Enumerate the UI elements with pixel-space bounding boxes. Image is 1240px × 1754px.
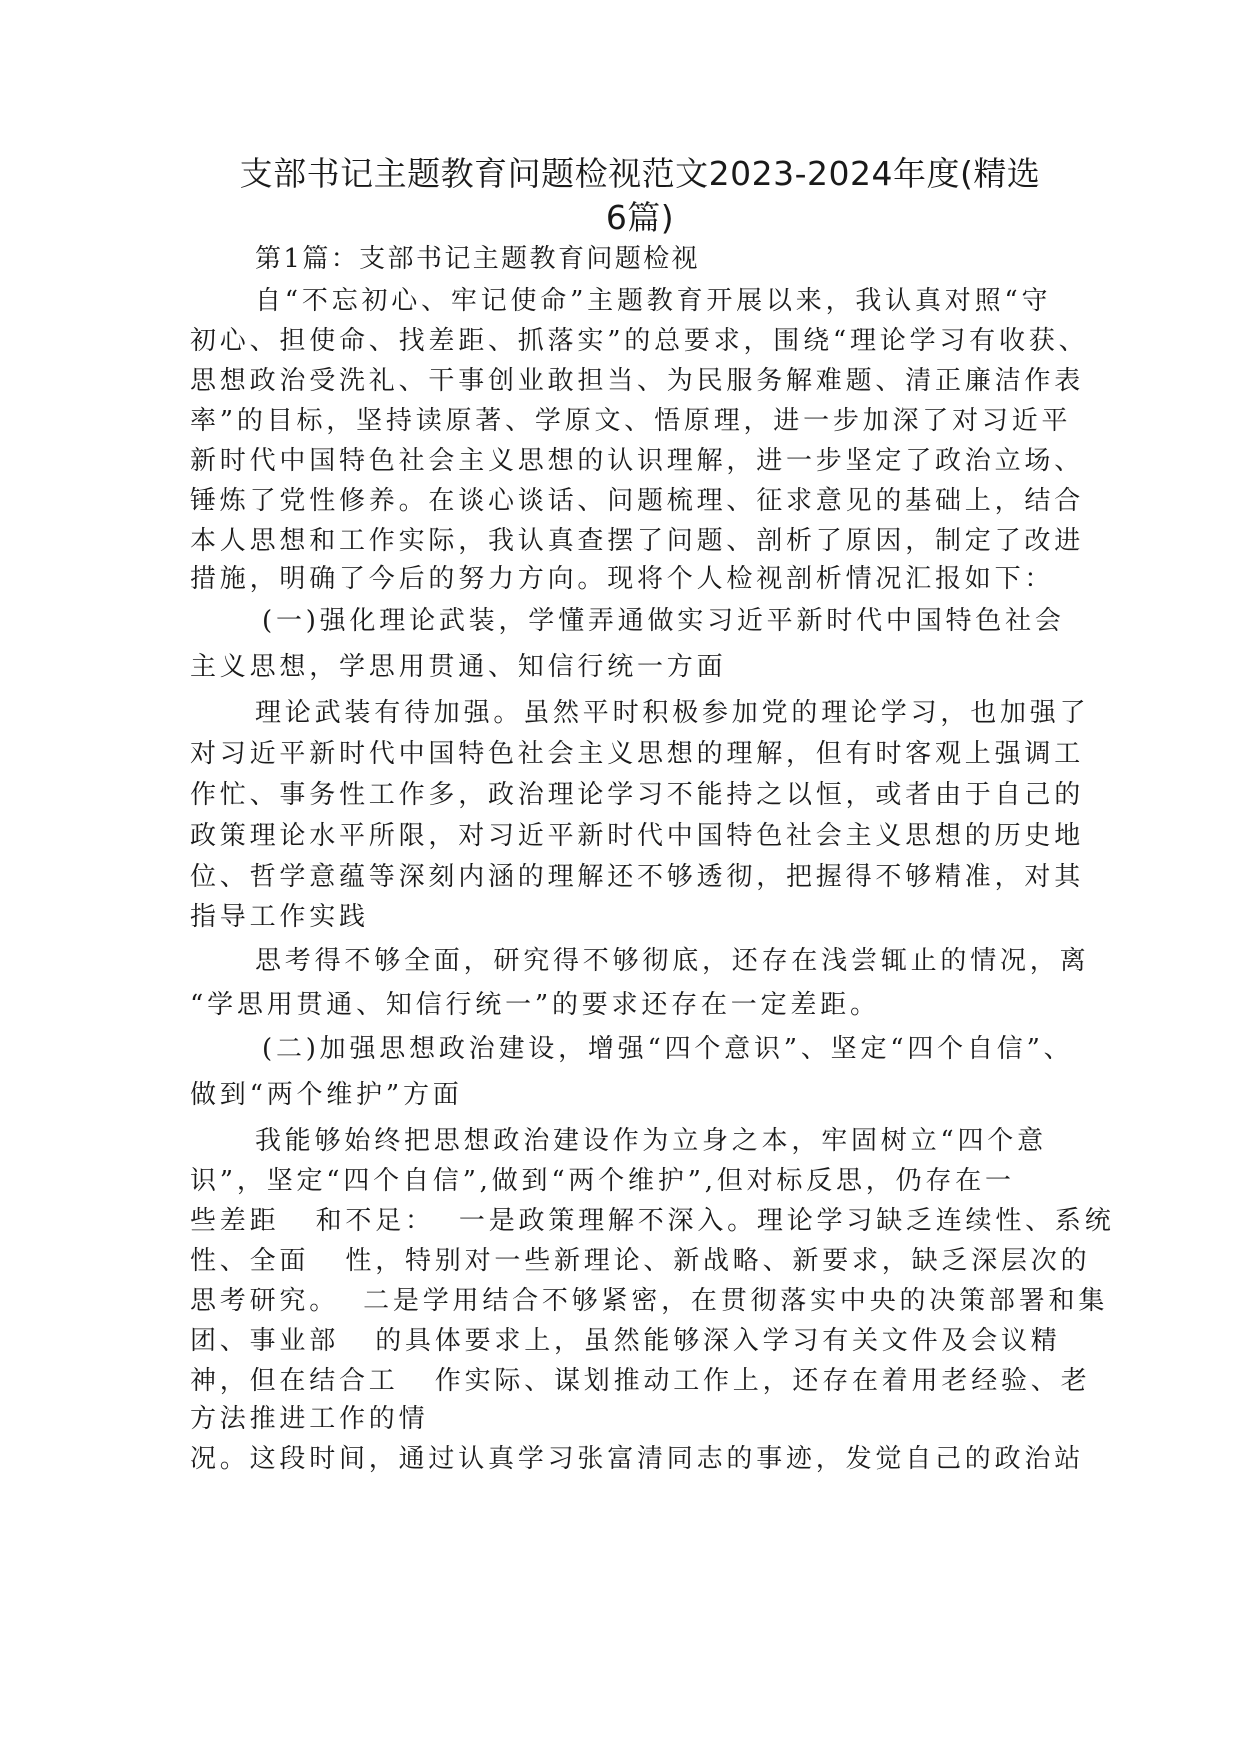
paragraph-line: 神，但在结合工 作实际、谋划推动工作上，还存在着用老经验、老 (190, 1366, 1091, 1396)
paragraph-line: 思考研究。 二是学用结合不够紧密，在贯彻落实中央的决策部署和集 (190, 1286, 1109, 1316)
paragraph-line: 对习近平新时代中国特色社会主义思想的理解，但有时客观上强调工 (190, 739, 1085, 769)
paragraph-line: 团、事业部 的具体要求上，虽然能够深入学习有关文件及会议精 (190, 1326, 1061, 1356)
subsection-heading-cont: 做到“两个维护”方面 (190, 1080, 463, 1110)
paragraph-line: 理论武装有待加强。虽然平时积极参加党的理论学习，也加强了 (255, 698, 1090, 728)
paragraph-line: 位、哲学意蕴等深刻内涵的理解还不够透彻，把握得不够精准，对其 (190, 862, 1085, 892)
paragraph-line: 方法推进工作的情 (190, 1404, 429, 1434)
paragraph-line: 锤炼了党性修养。在谈心谈话、问题梳理、征求意见的基础上，结合 (190, 486, 1085, 516)
paragraph-line: 思考得不够全面，研究得不够彻底，还存在浅尝辄止的情况，离 (255, 946, 1090, 976)
subsection-heading-cont: 主义思想，学思用贯通、知信行统一方面 (190, 652, 727, 682)
paragraph-line: 本人思想和工作实际，我认真查摆了问题、剖析了原因，制定了改进 (190, 526, 1085, 556)
subsection-heading: (二)加强思想政治建设，增强“四个意识”、坚定“四个自信”、 (262, 1034, 1074, 1064)
paragraph-line: 我能够始终把思想政治建设作为立身之本，牢固树立“四个意 (255, 1126, 1047, 1156)
paragraph-line: 政策理论水平所限，对习近平新时代中国特色社会主义思想的历史地 (190, 821, 1085, 851)
subsection-heading: (一)强化理论武装，学懂弄通做实习近平新时代中国特色社会 (262, 606, 1065, 636)
paragraph-line: 初心、担使命、找差距、抓落实”的总要求，围绕“理论学习有收获、 (190, 326, 1089, 356)
paragraph-line: 措施，明确了今后的努力方向。现将个人检视剖析情况汇报如下： (190, 564, 1055, 594)
document-title: 支部书记主题教育问题检视范文2023-2024年度(精选 6篇) (239, 154, 1041, 237)
paragraph-line: 作忙、事务性工作多，政治理论学习不能持之以恒，或者由于自己的 (190, 780, 1085, 810)
paragraph-line: 识”，坚定“四个自信”,做到“两个维护”,但对标反思，仍存在一 (190, 1166, 1015, 1196)
paragraph-line: 思想政治受洗礼、干事创业敢担当、为民服务解难题、清正廉洁作表 (190, 366, 1085, 396)
paragraph-line: 些差距 和不足： 一是政策理解不深入。理论学习缺乏连续性、系统 (190, 1206, 1115, 1236)
paragraph-line: 新时代中国特色社会主义思想的认识理解，进一步坚定了政治立场、 (190, 446, 1085, 476)
paragraph-line: 况。这段时间，通过认真学习张富清同志的事迹，发觉自己的政治站 (190, 1444, 1085, 1474)
paragraph-line: 指导工作实践 (190, 902, 369, 932)
paragraph-line: “学思用贯通、知信行统一”的要求还存在一定差距。 (190, 990, 880, 1020)
section-heading: 第1篇：支部书记主题教育问题检视 (255, 244, 700, 274)
paragraph-line: 自“不忘初心、牢记使命”主题教育开展以来，我认真对照“守 (255, 286, 1052, 316)
paragraph-line: 性、全面 性，特别对一些新理论、新战略、新要求，缺乏深层次的 (190, 1246, 1091, 1276)
paragraph-line: 率”的目标，坚持读原著、学原文、悟原理，进一步加深了对习近平 (190, 406, 1072, 436)
